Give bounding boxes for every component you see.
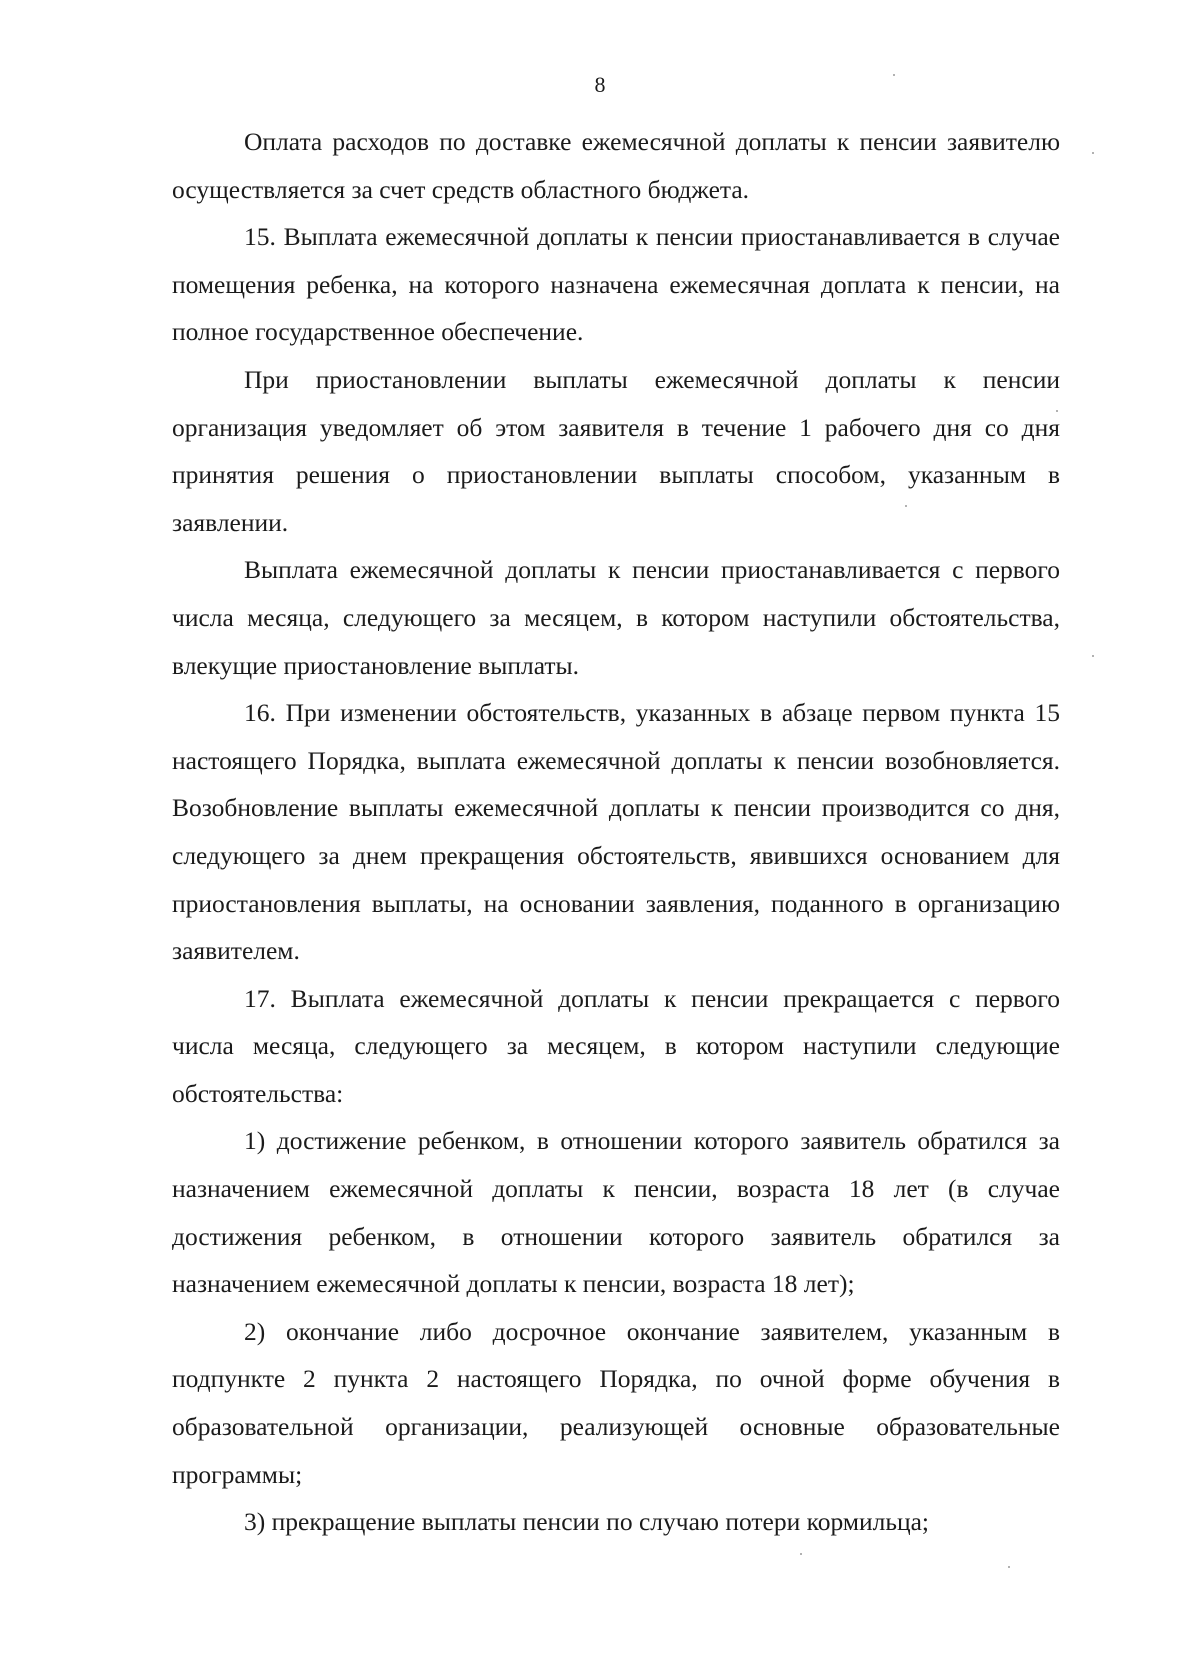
scan-speck xyxy=(1056,410,1058,412)
scan-speck xyxy=(893,74,895,76)
paragraph-suspension-start: Выплата ежемесячной доплаты к пенсии приостанавливается с первого числа месяца, следующего за месяцем, в котором наступили обстоятельства, влекущие приостановление выплаты. xyxy=(172,555,1060,680)
paragraph-delivery-costs: Оплата расходов по доставке ежемесячной доплаты к пенсии заявителю осуществляется за счет средств областного бюджета. xyxy=(172,127,1060,204)
paragraph-suspension-notice: При приостановлении выплаты ежемесячной доплаты к пенсии организация уведомляет об этом заявителя в течение 1 рабочего дня со дня принятия решения о приостановлении выплаты способом, указанным в заявлении. xyxy=(172,364,1060,537)
paragraph-17-termination: 17. Выплата ежемесячной доплаты к пенсии прекращается с первого числа месяца, следующего за месяцем, в котором наступили следующие обстоятельства: xyxy=(172,983,1060,1108)
scan-speck xyxy=(800,1553,802,1555)
paragraph-16-resumption: 16. При изменении обстоятельств, указанных в абзаце первом пункта 15 настоящего Порядка, выплата ежемесячной доплаты к пенсии возобновляется. Возобновление выплаты ежемесячной доплаты к пенсии производится со дня, следующего за днем прекращения обстоятельств, явившихся основанием для приостановления выплаты, на основании заявления, поданного в организацию заявителем. xyxy=(172,698,1060,966)
list-item-2: 2) окончание либо досрочное окончание заявителем, указанным в подпункте 2 пункта 2 настоящего Порядка, по очной форме обучения в образовательной организации, реализующей основные образовательные программы; xyxy=(172,1316,1060,1489)
list-item-3: 3) прекращение выплаты пенсии по случаю потери кормильца; xyxy=(244,1507,930,1537)
paragraph-15-suspension: 15. Выплата ежемесячной доплаты к пенсии приостанавливается в случае помещения ребенка, на которого назначена ежемесячная доплата к пенсии, на полное государственное обеспечение. xyxy=(172,222,1060,347)
page-number: 8 xyxy=(594,72,606,97)
document-body xyxy=(172,118,1060,1546)
list-item-1: 1) достижение ребенком, в отношении которого заявитель обратился за назначением ежемесячной доплаты к пенсии, возраста 18 лет (в случае достижения ребенком, в отношении которого заявитель обратился за назначением ежемесячной доплаты к пенсии, возраста 18 лет); xyxy=(172,1126,1060,1299)
scan-speck xyxy=(1008,1566,1010,1568)
scan-speck xyxy=(1092,655,1094,657)
scan-speck xyxy=(905,505,907,507)
scan-speck xyxy=(1092,152,1094,154)
